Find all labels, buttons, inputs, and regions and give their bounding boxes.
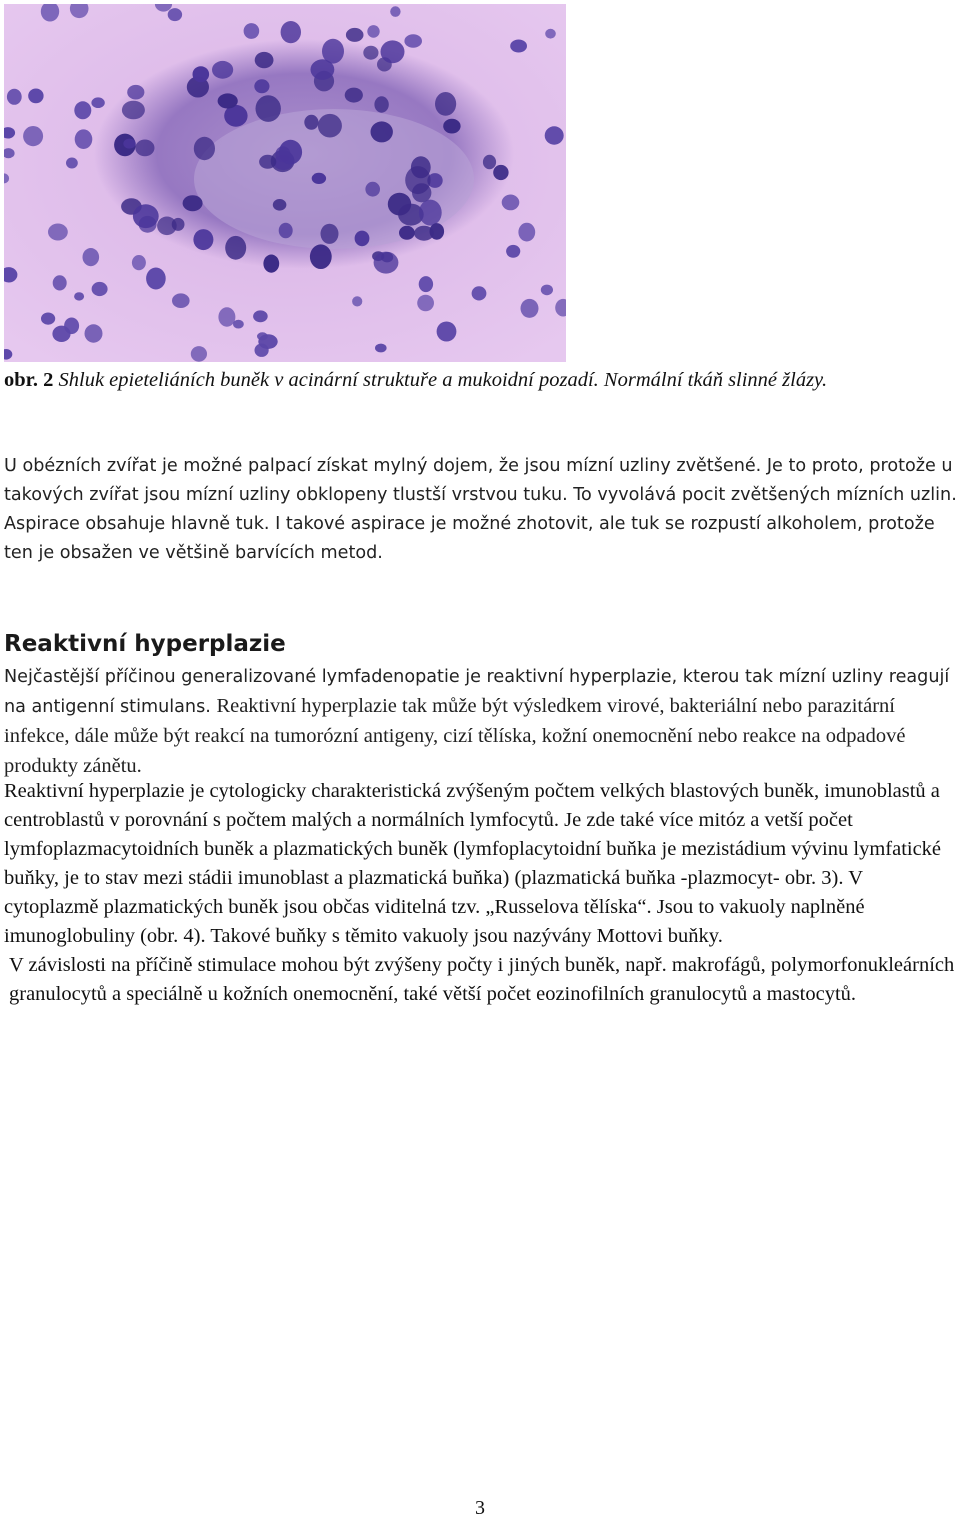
cell-nucleus [255,52,274,68]
figure-caption [4,366,958,394]
cell-nucleus [405,166,430,194]
cell-nucleus [52,326,70,342]
cell-nucleus [7,89,22,105]
cell-nucleus [363,46,378,60]
intro-paragraph-1: U obézních zvířat je možné palpací získat mylný dojem, že jsou mízní uzliny zvětšené. Je to proto, protože u takových zvířat jsou mízní uzliny obklopeny tlustší vrstvou tuku. To vyvolává pocit zvětšených mízních uzlin. [4,456,957,505]
cell-nucleus [493,165,508,180]
cell-nucleus [419,276,433,292]
cell-nucleus [541,285,553,296]
cell-nucleus [85,324,103,342]
cell-nucleus [545,126,564,144]
cell-nucleus [135,140,154,157]
cell-nucleus [374,96,388,112]
section-paragraph-1 [4,663,958,782]
cell-nucleus [311,59,335,80]
cell-nucleus [244,23,260,39]
cell-nucleus [365,182,380,197]
cell-nucleus [345,88,363,103]
cell-nucleus [506,245,520,258]
cell-nucleus [225,236,246,260]
figure-label: obr. 2 [4,369,54,391]
cell-nucleus [304,115,318,130]
cell-nucleus [127,85,144,100]
cell-nucleus [273,199,287,211]
cell-nucleus [430,223,445,240]
cell-nucleus [375,344,387,353]
cell-nucleus [419,200,442,226]
page-number: 3 [475,1497,485,1519]
cell-nucleus [183,195,203,211]
section-paragraph-2: Reaktivní hyperplazie je cytologicky charakteristická zvýšeným počtem velkých blastových buněk, imunoblastů a centroblastů v porovnání s počtem malých a normálních lymfocytů. Je zde také více mitóz a vetší počet lymfoplazmacytoidních buněk a plazmatických buněk (lymfoplacytoidní buňka je mezistádium vývinu lymfatické buňky, je to stav mezi stádii imunoblast a plazmatická buňka) (plazmatická buňka -plazmocyt- obr. 3). V cytoplazmě plazmatických buněk jsou občas viditelná tzv. „Russelova tělíska“. Jsou to vakuoly naplněné imunoglobuliny (obr. 4). Takové buňky s těmito vakuoly jsou nazývány Mottovi buňky. [4,780,942,947]
cell-nucleus [194,137,215,160]
figure-caption-text: Shluk epieteliáních buněk v acinární struktuře a mukoidní pozadí. Normální tkáň slinné žlázy. [58,369,828,391]
cell-nucleus [193,66,210,82]
section-paragraph-3: V závislosti na příčině stimulace mohou být zvýšeny počty i jiných buněk, např. makrofágů, polymorfonukleárních granulocytů a speciálně u kožních onemocnění, také větší počet eozinofilních granulocytů a mastocytů. [9,954,955,1005]
cell-nucleus [367,25,379,38]
cell-nucleus [257,332,268,340]
cell-nucleus [74,292,84,300]
cell-nucleus [212,61,233,79]
cell-nucleus [472,286,487,300]
cell-nucleus [518,223,535,242]
section-heading: Reaktivní hyperplazie [4,631,286,657]
cell-nucleus [437,322,457,342]
cell-nucleus [28,89,43,104]
cell-nucleus [281,21,301,43]
cell-nucleus [502,195,520,211]
cell-nucleus [346,28,364,42]
cell-nucleus [133,204,159,228]
cell-nucleus [23,126,43,146]
cell-nucleus [53,275,67,290]
cell-nucleus [259,155,276,169]
cell-nucleus [123,139,135,149]
cell-nucleus [390,6,400,17]
cell-nucleus [318,114,342,138]
cell-nucleus [404,34,422,48]
cell-nucleus [279,223,293,239]
cell-nucleus [510,40,527,53]
cell-nucleus [218,307,235,326]
cell-nucleus [172,293,190,308]
cell-nucleus [443,119,460,134]
cell-nucleus [355,231,370,247]
cell-nucleus [417,295,434,312]
cell-nucleus [321,224,339,244]
cell-nucleus [483,155,496,170]
cell-nucleus [399,226,415,240]
cell-nucleus [91,97,104,108]
cell-nucleus [132,255,146,270]
cell-nucleus [157,217,177,236]
cell-nucleus [374,252,399,274]
cell-nucleus [75,129,93,149]
cell-nucleus [146,268,166,290]
cell-nucleus [48,224,68,241]
cell-nucleus [256,95,281,122]
cell-nucleus [92,282,108,296]
cell-nucleus [381,40,405,63]
cell-nucleus [352,296,362,306]
cell-nucleus [122,101,145,120]
micrograph-figure [4,4,566,362]
section-paragraph-1-sans: Nejčastější příčinou generalizované lymfadenopatie je reaktivní hyperplazie, kterou tak mízní uzliny reagují na antigenní stimulans. [4,667,950,717]
cell-nucleus [83,248,100,266]
cell-nucleus [254,79,269,93]
cell-nucleus [545,29,556,39]
cell-nucleus [41,313,55,325]
cell-nucleus [74,101,91,119]
cell-nucleus [388,193,411,216]
section-body [4,777,958,1009]
cell-nucleus [218,93,238,108]
cell-nucleus [168,8,182,21]
cell-nucleus [312,173,326,184]
cell-nucleus [435,92,456,116]
cell-nucleus [279,140,302,165]
cell-nucleus [193,229,213,250]
cell-nucleus [521,299,539,318]
cell-nucleus [310,244,332,269]
micrograph-image [4,4,566,362]
cell-nucleus [253,310,268,322]
intro-paragraph-2: Aspirace obsahuje hlavně tuk. I takové aspirace je možné zhotovit, ale tuk se rozpustí alkoholem, protože ten je obsažen ve většině barvících metod. [4,514,935,563]
cell-nucleus [371,121,393,142]
section-paragraph-1-serif: Reaktivní hyperplazie tak může být výsledkem virové, bakteriální nebo parazitární infekce, dále může být reakcí na tumorózní antigeny, cizí tělíska, kožní onemocnění nebo reakce na odpadové produkty zánětu. [4,695,906,777]
cell-nucleus [66,158,78,169]
cell-nucleus [191,346,207,362]
cell-nucleus [263,255,279,273]
intro-text [4,452,958,568]
